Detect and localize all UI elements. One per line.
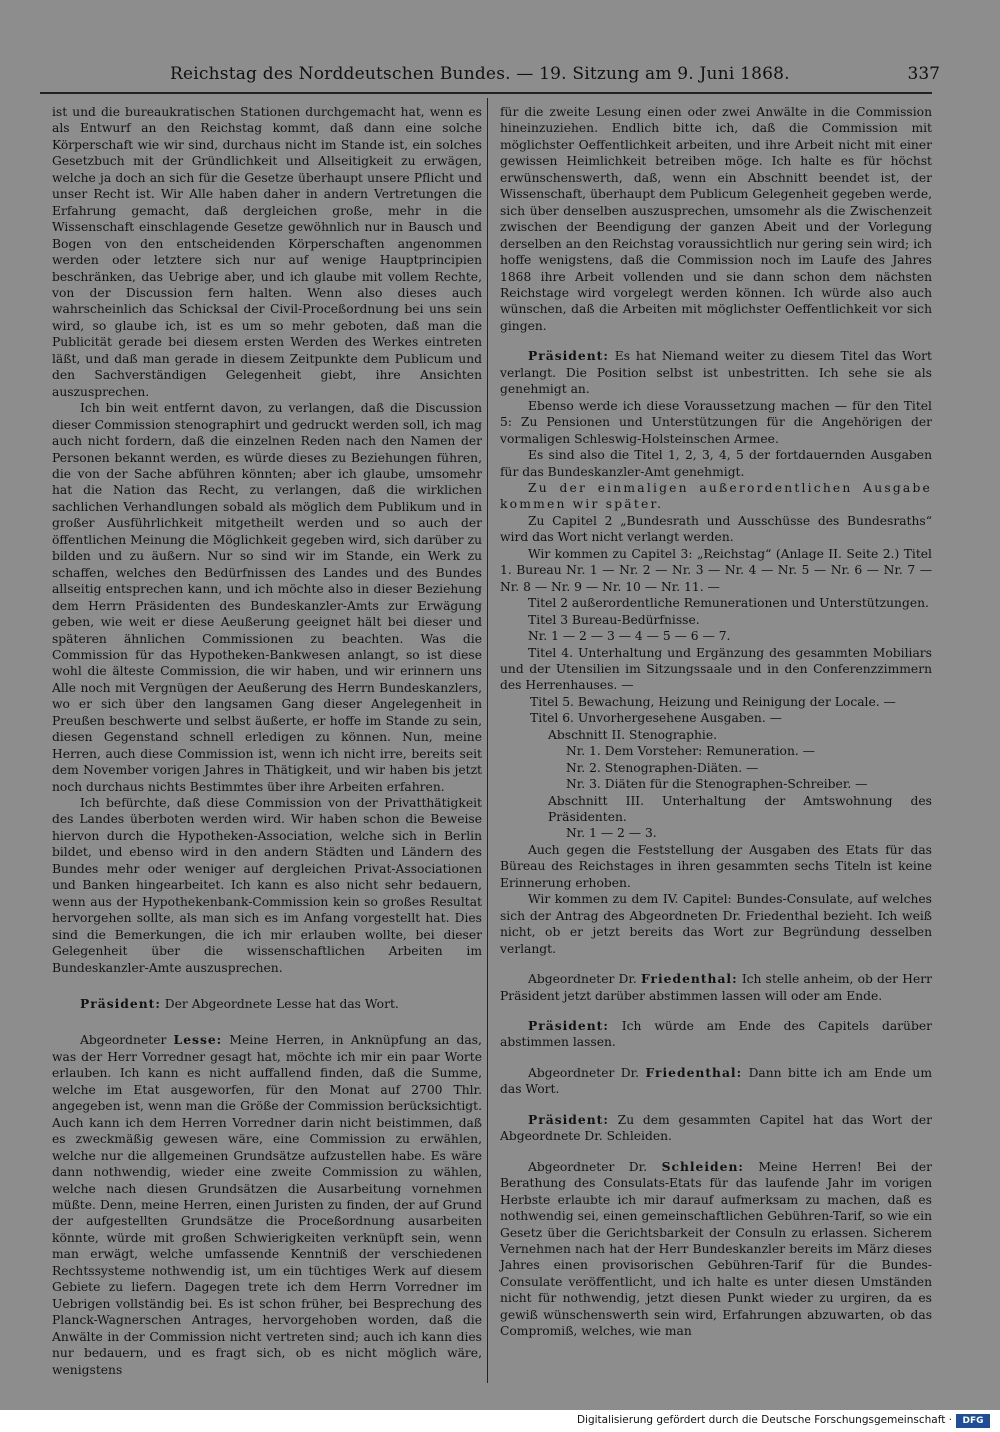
header-rule bbox=[40, 92, 932, 94]
speaker-name: Lesse: bbox=[173, 1032, 223, 1048]
speech-text: Ich stelle anheim, ob der Herr Präsident jetzt darüber abstimmen lassen will oder am Ende. bbox=[500, 972, 932, 1003]
paragraph: Titel 2 außerordentliche Remunerationen und Unterstützungen. bbox=[528, 596, 929, 611]
speaker-paragraph bbox=[500, 971, 932, 1004]
footer-bar bbox=[0, 1410, 1000, 1432]
left-column bbox=[52, 104, 482, 1378]
speech-text: Meine Herren! Bei der Berathung des Consulats-Etats für das laufende Jahr im vorigen Herbste erlaubte ich mir darauf aufmerksam zu machen, daß es nothwendig sei, einen gemeinschaftlichen Gebühren-Tarif, so wie ein Gesetz über die Gerichtsbarkeit der Consuln zu erlassen. Sicherem Vernehmen nach hat der Herr Bundeskanzler bereits im März dieses Jahres einen provisorischen Gebühren-Tarif für die Bundes-Consulate veröffentlicht, und ich halte es unter diesen Umständen nicht für nothwendig, jetzt diesen Punkt wieder zu urgiren, da es gewiß wünschenswerth sein wird, Erfahrungen abzuwarten, ob das Compromiß, welches, wie man bbox=[500, 1159, 932, 1339]
speaker-name: Präsident: bbox=[528, 1111, 609, 1127]
paragraph: Wir kommen zu dem IV. Capitel: Bundes-Consulate, auf welches sich der Antrag des Abgeordneten Dr. Friedenthal bezieht. Ich weiß nicht, ob er jetzt bereits das Wort zur Begründung desselben verlangt. bbox=[500, 892, 932, 956]
speech-text: Der Abgeordnete Lesse hat das Wort. bbox=[164, 997, 399, 1012]
speaker-paragraph bbox=[500, 348, 932, 397]
right-column bbox=[500, 104, 932, 1340]
budget-section: Abschnitt II. Stenographie. bbox=[548, 727, 718, 742]
funding-credit: Digitalisierung gefördert durch die Deutsche Forschungsgemeinschaft · bbox=[576, 1414, 952, 1426]
speaker-paragraph bbox=[500, 1065, 932, 1098]
budget-item: Titel 4. Unterhaltung und Ergänzung des gesammten Mobiliars und der Utensilien im Sitzungssaale und in den Conferenzzimmern des Herrenhauses. — bbox=[500, 645, 932, 693]
page-header bbox=[40, 62, 940, 90]
paragraph: Zu der einmaligen außerordentlichen Ausgabe kommen wir später. bbox=[500, 480, 932, 512]
paragraph: Ebenso werde ich diese Voraussetzung machen — für den Titel 5: Zu Pensionen und Unterstützungen für die Angehörigen der vormaligen Schleswig-Holsteinschen Armee. bbox=[500, 398, 932, 446]
paragraph: Auch gegen die Feststellung der Ausgaben des Etats für das Büreau des Reichstages in ihren gesammten sechs Titeln ist keine Erinnerung erhoben. bbox=[500, 842, 932, 890]
dfg-logo-text: DFG bbox=[962, 1416, 984, 1426]
speaker-paragraph bbox=[500, 1159, 932, 1340]
speaker-name: Friedenthal: bbox=[640, 971, 738, 987]
paragraph: ist und die bureaukratischen Stationen durchgemacht hat, wenn es als Entwurf an den Reichstag kommt, daß dann eine solche Körperschaft wie wir sind, durchaus nicht im Stande ist, ein solches Gesetzbuch mit der Gründlichkeit und Allseitigkeit zu erwägen, welche ja doch an sich für die Gesetze überhaupt unsere Pflicht und unser Recht ist. Wir Alle haben daher in andern Vertretungen die Erfahrung gemacht, daß dergleichen große, mehr in die Wissenschaft einschlagende Gesetze gewöhnlich nur in Bausch und Bogen von den entscheidenden Körperschaften angenommen werden oder letztere sich nur auf wenige Hauptprincipien beschränken, das Uebrige aber, und ich glaube mit vollem Rechte, von der Discussion fern halten. Wenn also dieses auch wahrscheinlich das Schicksal der Civil-Proceßordnung bei uns sein wird, so glaube ich, ist es um so mehr geboten, daß man die Publicität gerade bei diesem ersten Werden des Werkes eintreten läßt, und daß man gerade in diesem Zeitpunkte dem Publicum und den Sachverständigen Gelegenheit giebt, ihre Ansichten auszusprechen. bbox=[52, 105, 482, 399]
speaker-prefix: Abgeordneter Dr. bbox=[528, 1159, 648, 1174]
paragraph: Es sind also die Titel 1, 2, 3, 4, 5 der fortdauernden Ausgaben für das Bundeskanzler-Amt genehmigt. bbox=[500, 448, 932, 479]
speaker-name: Schleiden: bbox=[661, 1158, 744, 1174]
speaker-paragraph bbox=[52, 996, 482, 1012]
paragraph: Wir kommen zu Capitel 3: „Reichstag“ (Anlage II. Seite 2.) Titel 1. Bureau Nr. 1 — Nr. 2 — Nr. 3 — Nr. 4 — Nr. 5 — Nr. 6 — Nr. 7 — Nr. 8 — Nr. 9 — Nr. 10 — Nr. 11. — bbox=[500, 546, 932, 594]
speech-text: Meine Herren, in Anknüpfung an das, was der Herr Vorredner gesagt hat, möchte ich mir ein paar Worte erlauben. Ich kann es nicht auffallend finden, daß die Summe, welche im Etat ausgeworfen, für den Monat auf 2700 Thlr. angegeben ist, wenn man die Größe der Commission berücksichtigt. Auch kann ich dem Herren Vorredner darin nicht beistimmen, daß es zweckmäßig gewesen wäre, eine Commission zu erwählen, welche nur die allgemeinen Grundsätze aufzustellen habe. Es wäre dann nothwendig, wieder eine zweite Commission zu wählen, welche nach diesen Grundsätzen die Ausarbeitung vornehmen müßte. Denn, meine Herren, einen Juristen zu finden, der auf Grund der aufgestellten Grundsätze die Proceßordnung ausarbeiten könnte, würde mit großen Schwierigkeiten verknüpft sein, wenn man erwägt, welche umfassende Kenntniß der verschiedenen Rechtssysteme nothwendig ist, um ein tüchtiges Werk auf diesem Gebiete zu liefern. Dagegen trete ich dem Herrn Vorredner im Uebrigen vollständig bei. Es ist schon früher, bei Besprechung des Planck-Wagnerschen Antrages, hervorgehoben worden, daß die Anwälte in der Commission nicht vertreten sind; auch ich kann dies nur bedauern, und es fragt sich, ob es nicht möglich wäre, wenigstens bbox=[52, 1033, 482, 1377]
budget-item: Titel 3 Bureau-Bedürfnisse. bbox=[528, 612, 700, 627]
speech-text: Es hat Niemand weiter zu diesem Titel das Wort verlangt. Die Position selbst ist unbestritten. Ich sehe sie als genehmigt an. bbox=[500, 349, 932, 397]
paragraph: Ich bin weit entfernt davon, zu verlangen, daß die Discussion dieser Commission stenographirt und gedruckt werden soll, ich mag auch nicht fordern, daß die einzelnen Reden nach den Namen der Personen bekannt werden, es würde dieses zu Beziehungen führen, die von der Sache abführen könnten; aber ich glaube, umsomehr hat die Nation das Recht, zu verlangen, daß die wirklichen sachlichen Verhandlungen sobald als möglich dem Publikum und in großer Ausführlichkeit mitgetheilt werden und so auch der öffentlichen Meinung die Möglichkeit gegeben wird, sich darüber zu bilden und zu äußern. Nur so sind wir im Stande, ein Werk zu schaffen, welches den Bedürfnissen des Landes und des Bundes allseitig entsprechen kann, und ich möchte also in dieser Beziehung dem Herrn Präsidenten des Bundeskanzler-Amts zur Erwägung geben, wie weit er diese Aeußerung geeignet hält bei dieser und späteren ähnlichen Commissionen zu beachten. Was die Commission für das Hypotheken-Bankwesen anlangt, so ist diese wohl die älteste Commission, die wir haben, und wir erinnern uns Alle noch mit Vergnügen der Aeußerung des Herrn Bundeskanzlers, wo er sich über den langsamen Gang dieser Angelegenheit in Preußen beschwerte und selbst äußerte, er hoffe im Stande zu sein, diesen Gegenstand schnell erledigen zu können. Nun, meine Herren, auch diese Commission ist, wenn ich nicht irre, bereits seit dem November vorigen Jahres in Thätigkeit, und wir haben bis jetzt noch durchaus nichts Bestimmtes über ihre Arbeiten erfahren. bbox=[52, 401, 482, 794]
speech-text: Ich würde am Ende des Capitels darüber abstimmen lassen. bbox=[500, 1019, 932, 1050]
paragraph: Ich befürchte, daß diese Commission von der Privatthätigkeit des Landes überboten werden wird. Wir haben schon die Beweise hiervon durch die Hypotheken-Association, welche sich in Berlin bildet, und ebenso wird in den andern Städten und Ländern des Bundes mehr oder weniger auf dergleichen Privat-Associationen und Banken hingearbeitet. Ich kann es also nicht sehr bedauern, wenn aus der Hypothekenbank-Commission kein so großes Resultat hervorgehen sollte, als man sich es im Anfang vorgestellt hat. Dies sind die Bemerkungen, die ich mir erlauben wollte, bei dieser Gelegenheit über die wissenschaftlichen Arbeiten im Bundeskanzler-Amte auszusprechen. bbox=[52, 796, 482, 975]
budget-item: Nr. 1 — 2 — 3 — 4 — 5 — 6 — 7. bbox=[528, 629, 731, 644]
speaker-paragraph bbox=[500, 1018, 932, 1051]
budget-section: Abschnitt III. Unterhaltung der Amtswohnung des Präsidenten. bbox=[548, 793, 932, 825]
budget-item: Titel 6. Unvorhergesehene Ausgaben. — bbox=[530, 711, 782, 726]
column-divider bbox=[487, 98, 488, 1383]
paragraph: für die zweite Lesung einen oder zwei Anwälte in die Commission hineinzuziehen. Endlich bitte ich, daß die Commission mit möglichster Oeffentlichkeit arbeiten, und ihre Arbeit nicht mit einer gewissen Heimlichkeit betreiben möge. Ich halte es für höchst erwünschenswerth, daß, wenn ein Abschnitt beendet ist, der Wissenschaft, überhaupt dem Publicum Gelegenheit gegeben werde, sich über denselben auszusprechen, umsomehr als die Zwischenzeit zwischen der Beendigung der ganzen Abeit und der Vorlegung derselben an den Reichstag voraussichtlich nur gering sein wird; ich hoffe wenigstens, daß die Commission noch im Laufe des Jahres 1868 ihre Arbeit vollenden und sie dann schon dem nächsten Reichstage wird vorgelegt werden können. Ich würde also auch wünschen, daß die Arbeiten mit möglichster Oeffentlichkeit vor sich gingen. bbox=[500, 105, 932, 333]
page-number: 337 bbox=[907, 64, 940, 84]
budget-item: Nr. 1. Dem Vorsteher: Remuneration. — bbox=[566, 744, 815, 759]
dfg-logo-icon[interactable] bbox=[956, 1414, 990, 1428]
budget-item: Nr. 1 — 2 — 3. bbox=[566, 826, 657, 841]
speaker-prefix: Abgeordneter Dr. bbox=[528, 1065, 640, 1080]
budget-item: Nr. 3. Diäten für die Stenographen-Schreiber. — bbox=[566, 777, 868, 792]
speaker-name: Präsident: bbox=[80, 996, 161, 1012]
speaker-prefix: Abgeordneter bbox=[80, 1033, 167, 1048]
speaker-paragraph bbox=[52, 1032, 482, 1378]
speaker-name: Präsident: bbox=[528, 348, 609, 364]
speaker-paragraph bbox=[500, 1112, 932, 1145]
header-title: Reichstag des Norddeutschen Bundes. — 19. Sitzung am 9. Juni 1868. bbox=[170, 64, 790, 84]
budget-item: Nr. 2. Stenographen-Diäten. — bbox=[566, 760, 759, 775]
budget-item: Titel 5. Bewachung, Heizung und Reinigung der Locale. — bbox=[530, 694, 896, 709]
speech-text: Dann bitte ich am Ende um das Wort. bbox=[500, 1065, 932, 1097]
speaker-name: Friedenthal: bbox=[645, 1064, 743, 1080]
paragraph: Zu Capitel 2 „Bundesrath und Ausschüsse des Bundesraths“ wird das Wort nicht verlangt werden. bbox=[500, 513, 932, 545]
speaker-prefix: Abgeordneter Dr. bbox=[528, 972, 637, 987]
speaker-name: Präsident: bbox=[528, 1018, 609, 1034]
speech-text: Zu dem gesammten Capitel hat das Wort der Abgeordnete Dr. Schleiden. bbox=[500, 1112, 933, 1144]
